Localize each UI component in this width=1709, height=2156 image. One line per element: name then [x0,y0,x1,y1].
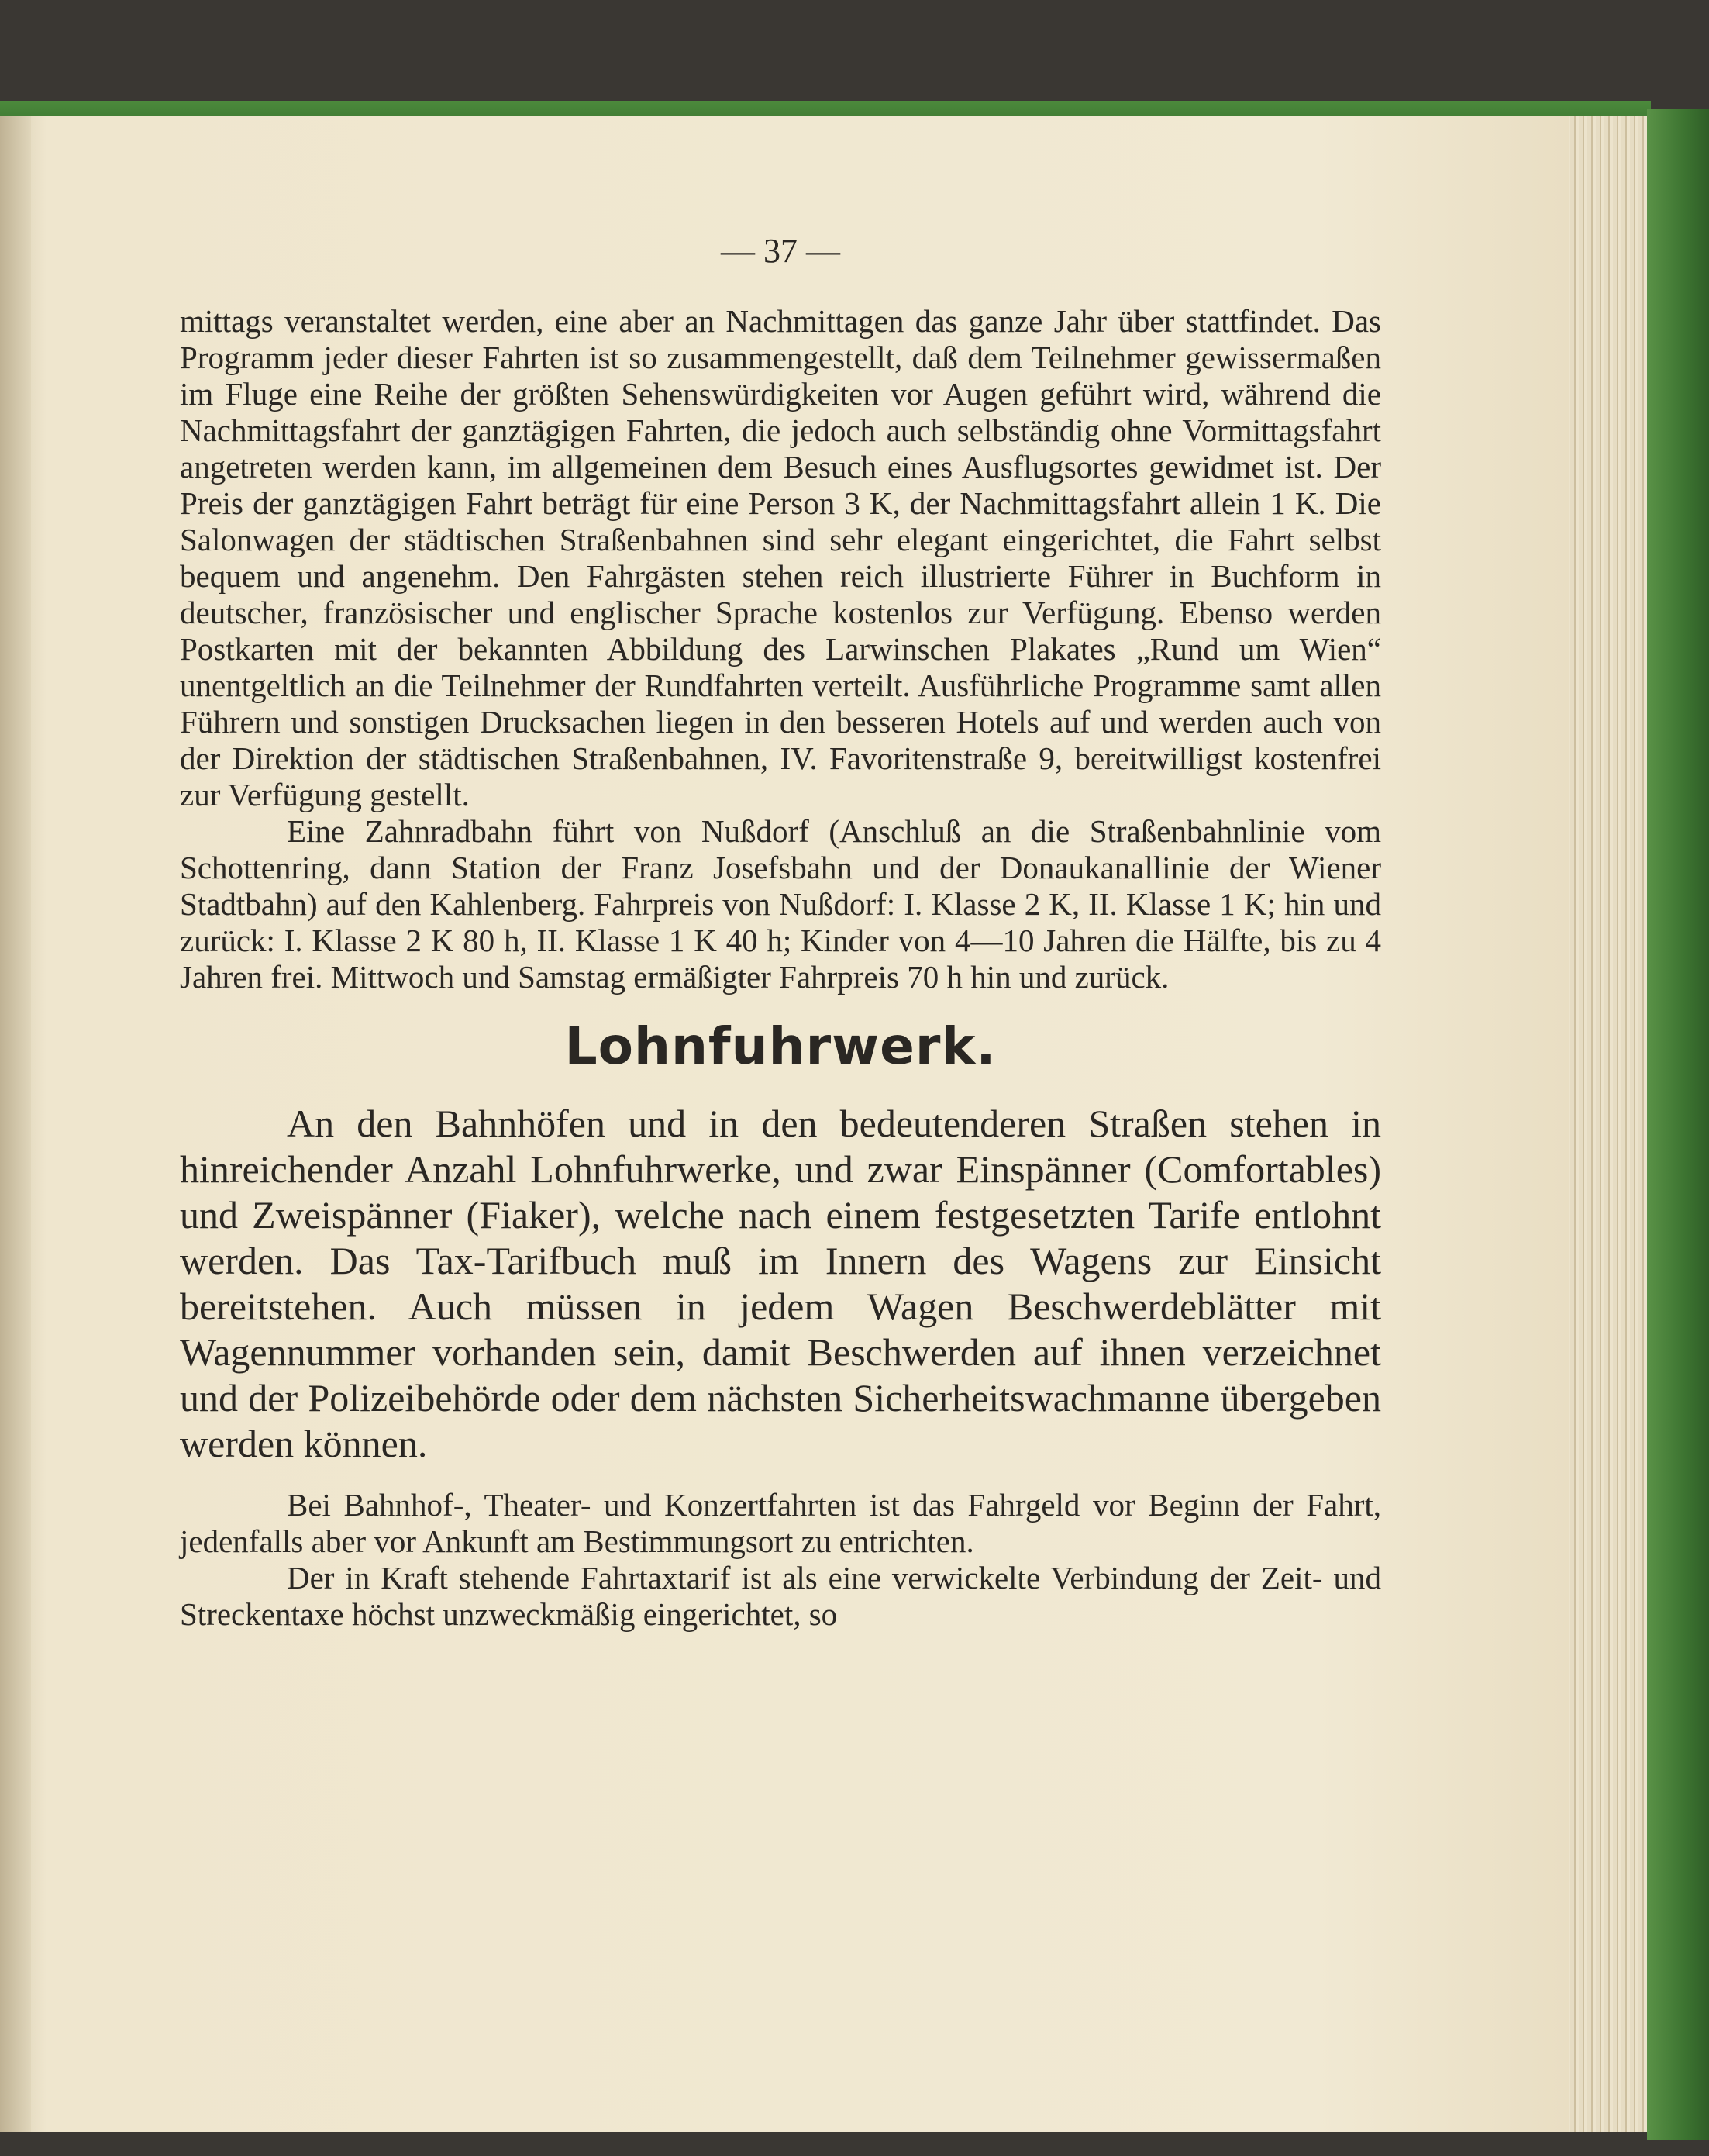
page-text [180,233,1381,1633]
section-heading: Lohnfuhrwerk. [564,1016,997,1076]
paragraph-fahrtaxtarif: Der in Kraft stehende Fahrtaxtarif ist als eine verwickelte Verbindung der Zeit- und Streckentaxe höchst unzweckmäßig eingerichtet, so [180,1560,1381,1632]
gutter-shadow [0,116,31,2132]
paragraph-rundfahrten: mittags veranstaltet werden, eine aber an Nachmittagen das ganze Jahr über stattfindet. Das Programm jeder dieser Fahrten ist so zusammengestellt, daß dem Teilnehmer gewissermaßen im Fluge eine Reihe der größten Sehenswürdigkeiten vor Augen geführt wird, während die Nachmittagsfahrt der ganztägigen Fahrten, die jedoch auch selbständig ohne Vormittagsfahrt angetreten werden kann, im allgemeinen dem Besuch eines Ausflugsortes gewidmet ist. Der Preis der ganztägigen Fahrt beträgt für eine Person 3 K, der Nachmittagsfahrt allein 1 K. Die Salonwagen der städtischen Straßenbahnen sind sehr elegant eingerichtet, die Fahrt selbst bequem und angenehm. Den Fahrgästen stehen reich illustrierte Führer in Buchform in deutscher, französischer und englischer Sprache kostenlos zur Verfügung. Ebenso werden Postkarten mit der bekannten Abbildung des Larwinschen Plakates „Rund um Wien“ unentgeltlich an die Teilnehmer der Rundfahrten verteilt. Ausführliche Programme samt allen Führern und sonstigen Drucksachen liegen in den besseren Hotels auf und werden auch von der Direktion der städtischen Straßenbahnen, IV. Favoritenstraße 9, bereitwilligst kostenfrei zur Verfügung gestellt. [180,303,1381,812]
paragraph-zahnradbahn: Eine Zahnradbahn führt von Nußdorf (Anschluß an die Straßenbahnlinie vom Schottenring, dann Station der Franz Josefsbahn und der Donaukanallinie der Wiener Stadtbahn) auf den Kahlenberg. Fahrpreis von Nußdorf: I. Klasse 2 K, II. Klasse 1 K; hin und zurück: I. Klasse 2 K 80 h, II. Klasse 1 K 40 h; Kinder von 4—10 Jahren die Hälfte, bis zu 4 Jahren frei. Mittwoch und Samstag ermäßigter Fahrpreis 70 h hin und zurück. [180,813,1381,995]
paragraph-fahrgeld: Bei Bahnhof-, Theater- und Konzertfahrten ist das Fahrgeld vor Beginn der Fahrt, jedenfalls aber vor Ankunft am Bestimmungsort zu entrichten. [180,1487,1381,1559]
book-cover-right [1647,109,1709,2140]
paragraph-lohnfuhrwerk: An den Bahnhöfen und in den bedeutenderen Straßen stehen in hinreichender Anzahl Lohnfuhrwerke, und zwar Einspänner (Comfortables) und Zweispänner (Fiaker), welche nach einem festgesetzten Tarife entlohnt werden. Das Tax-Tarifbuch muß im Innern des Wagens zur Einsicht bereitstehen. Auch müssen in jedem Wagen Beschwerdeblätter mit Wagennummer vorhanden sein, damit Beschwerden auf ihnen verzeichnet und der Polizeibehörde oder dem nächsten Sicherheitswachmanne übergeben werden können. [180,1102,1381,1465]
page-edges [1562,116,1647,2132]
page-number: — 37 — [721,232,840,270]
